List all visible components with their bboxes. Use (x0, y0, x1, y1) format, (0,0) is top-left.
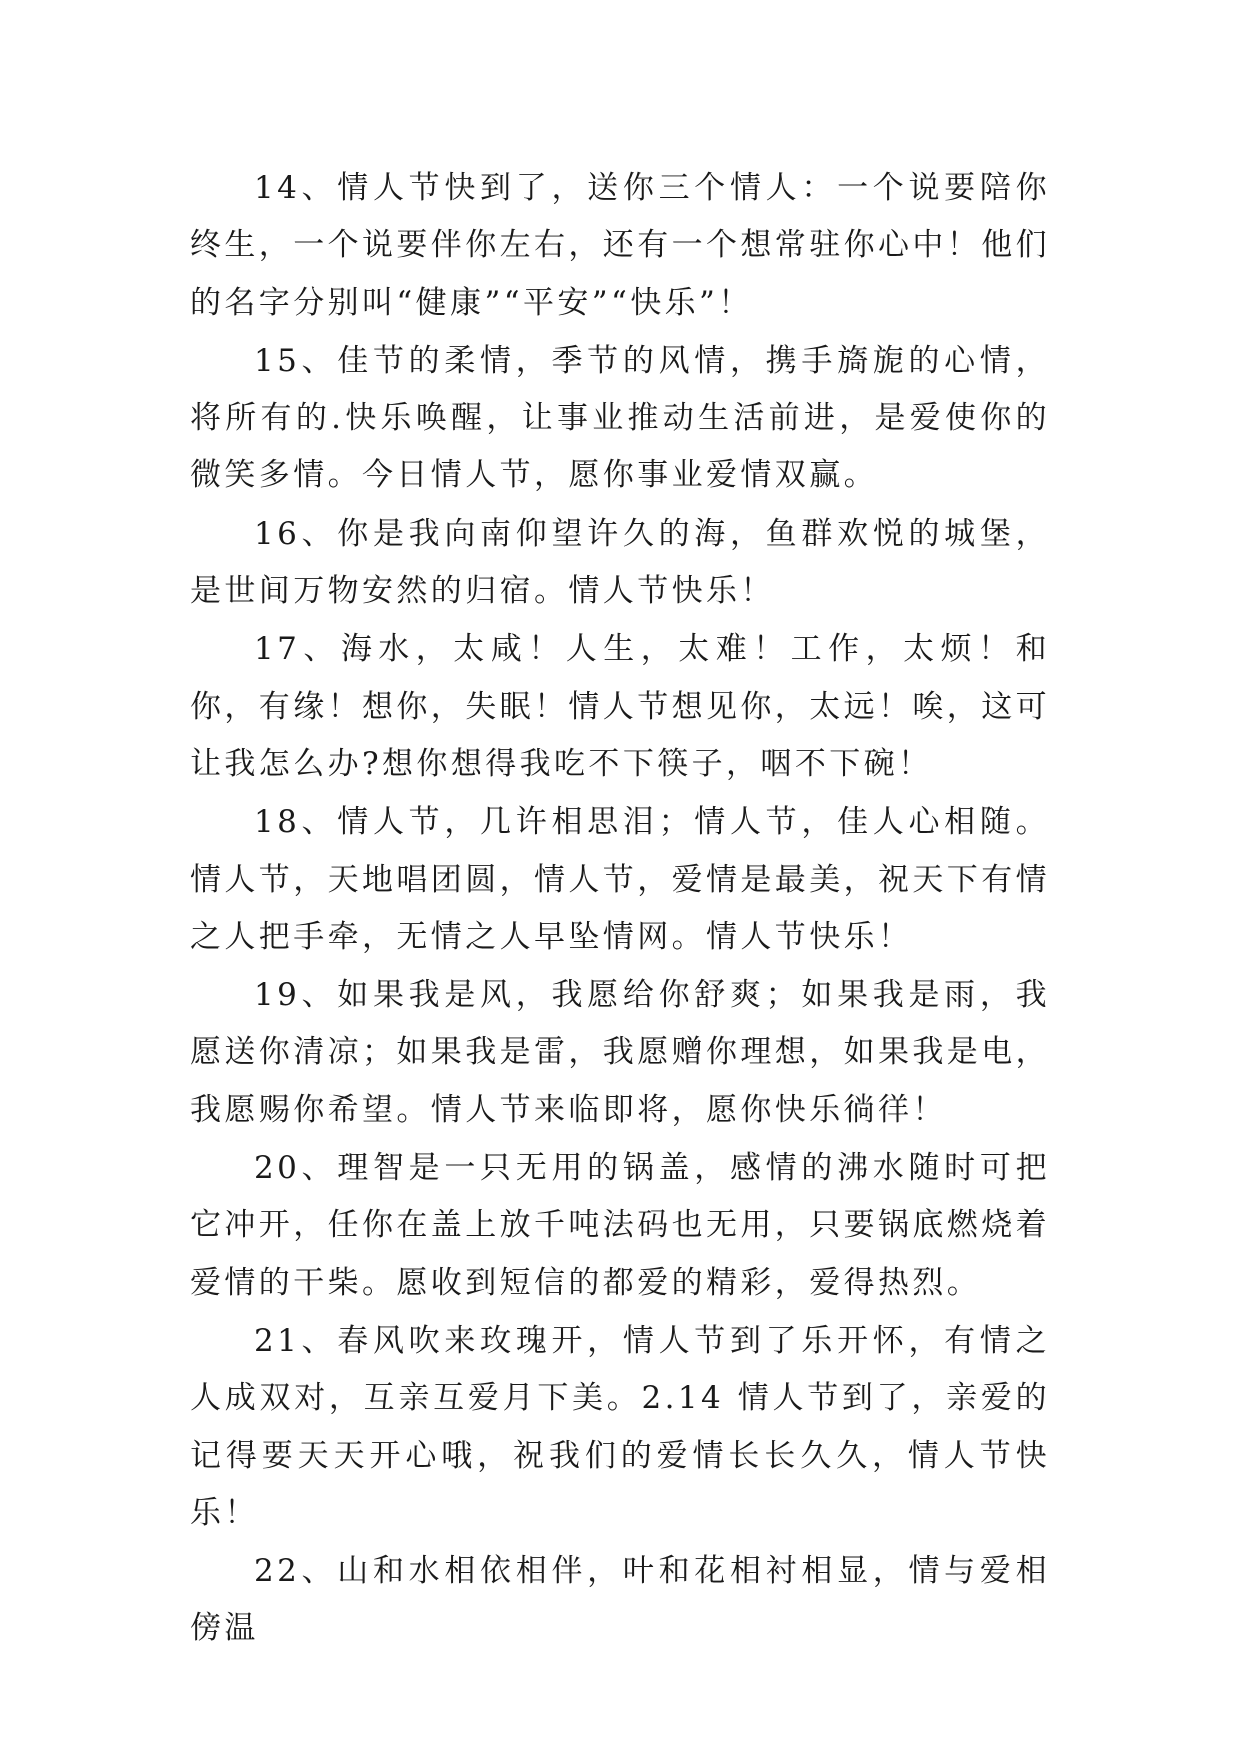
paragraph-18: 18、情人节，几许相思泪；情人节，佳人心相随。情人节，天地唱团圆，情人节，爱情是最美，祝天下有情之人把手牵，无情之人早坠情网。情人节快乐！ (190, 804, 1050, 955)
document-body (190, 160, 1050, 1659)
paragraph-14: 14、情人节快到了，送你三个情人：一个说要陪你终生，一个说要伴你左右，还有一个想常驻你心中！他们的名字分别叫“健康”“平安”“快乐”！ (190, 170, 1050, 321)
paragraph-22: 22、山和水相依相伴，叶和花相衬相显，情与爱相傍温 (190, 1553, 1050, 1647)
paragraph-16: 16、你是我向南仰望许久的海，鱼群欢悦的城堡，是世间万物安然的归宿。情人节快乐！ (190, 515, 1050, 610)
paragraph-19: 19、如果我是风，我愿给你舒爽；如果我是雨，我愿送你清凉；如果我是雷，我愿赠你理想，如果我是电，我愿赐你希望。情人节来临即将，愿你快乐徜徉！ (190, 977, 1050, 1128)
paragraph-20: 20、理智是一只无用的锅盖，感情的沸水随时可把它冲开，任你在盖上放千吨法码也无用，只要锅底燃烧着爱情的干柴。愿收到短信的都爱的精彩，爱得热烈。 (190, 1150, 1050, 1301)
paragraph-17: 17、海水，太咸！人生，太难！工作，太烦！和你，有缘！想你，失眠！情人节想见你，太远！唉，这可让我怎么办?想你想得我吃不下筷子，咽不下碗！ (190, 631, 1050, 782)
paragraph-21: 21、春风吹来玫瑰开，情人节到了乐开怀，有情之人成双对，互亲互爱月下美。2.14 情人节到了，亲爱的记得要天天开心哦，祝我们的爱情长长久久，情人节快乐！ (190, 1322, 1050, 1531)
paragraph-15: 15、佳节的柔情，季节的风情，携手旖旎的心情，将所有的.快乐唤醒，让事业推动生活前进，是爱使你的微笑多情。今日情人节，愿你事业爱情双赢。 (190, 342, 1050, 494)
